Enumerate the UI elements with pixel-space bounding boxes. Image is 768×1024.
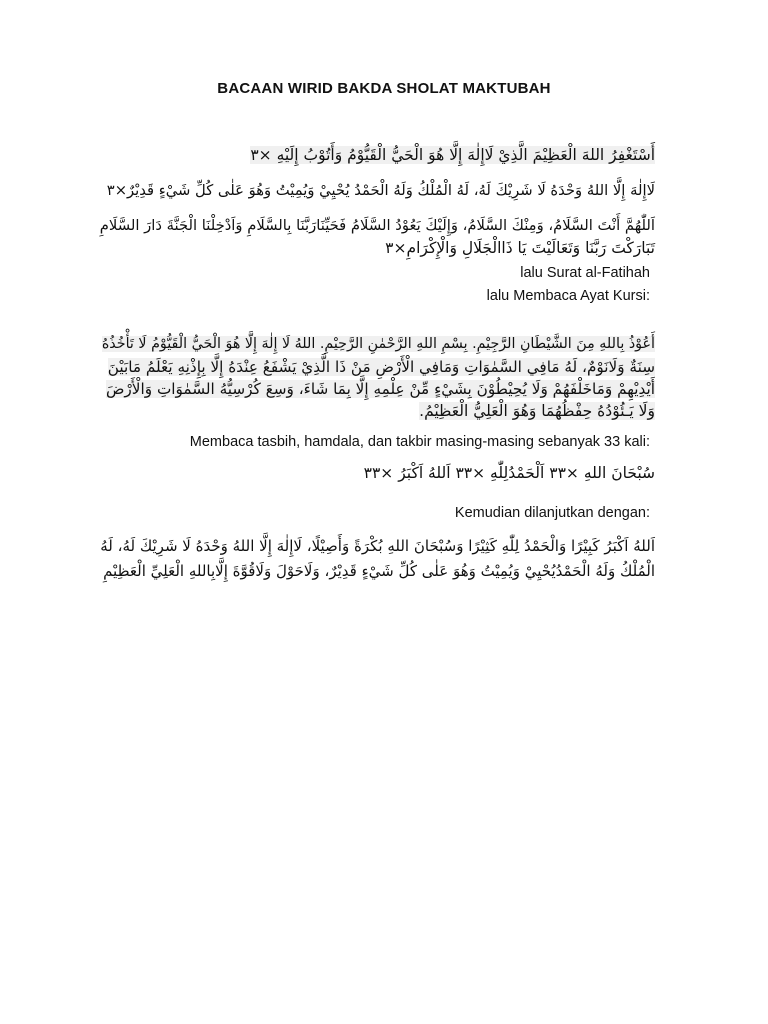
document-title: BACAAN WIRID BAKDA SHOLAT MAKTUBAH: [217, 80, 551, 97]
note-fatihah: lalu Surat al-Fatihah: [520, 265, 650, 281]
salam-line-2: تَبَارَكْتَ رَبَّنَا وَتَعَالَيْتَ يَا ذَاالْجَلَالِ وَالْإِكْرَامِ×٣: [385, 239, 655, 257]
ayat-kursi-line-4: وَلَا يَـئُوْدُهُ حِفْظُهُمَا وَهُوَ الْعَلِيُّ الْعَظِيْمُ.: [419, 402, 655, 420]
closing-line-1: اَللهُ اَكْبَرُ كَبِيْرًا وَالْحَمْدُ لِلّٰهِ كَثِيْرًا وَسُبْحَانَ اللهِ بُكْرَةً وَأَصِيْلًا، لَاإِلٰهَ إِلَّا اللهُ وَحْدَهُ لَا شَرِيْكَ لَهُ، لَهُ: [100, 537, 655, 555]
note-tasbih: Membaca tasbih, hamdala, dan takbir masing-masing sebanyak 33 kali:: [189, 434, 650, 450]
note-kemudian: Kemudian dilanjutkan dengan:: [454, 505, 650, 521]
closing-line-2: الْمُلْكُ وَلَهُ الْحَمْدُيُحْيِيْ وَيُمِيْتُ وَهُوَ عَلٰى كُلِّ شَيْءٍ قَدِيْرٌ، وَلَاحَوْلَ وَلَاقُوَّةَ إِلَّابِاللهِ الْعَلِيِّ الْعَظِيْمِ: [103, 562, 655, 580]
tasbih-text: سُبْحَانَ اللهِ ×٣٣ اَلْحَمْدُلِلّٰهِ ×٣٣ اَللهُ اَكْبَرُ ×٣٣: [363, 464, 655, 482]
tahlil-text: لَاإِلٰهَ إِلَّا اللهُ وَحْدَهُ لَا شَرِيْكَ لَهُ، لَهُ الْمُلْكُ وَلَهُ الْحَمْدُ يُحْيِيْ وَيُمِيْتُ وَهُوَ عَلٰى كُلِّ شَيْءٍ قَدِيْرٌ×٣: [106, 182, 655, 199]
ayat-kursi-line-3: أَيْدِيْهِمْ وَمَاخَلْفَهُمْ وَلَا يُحِيْطُوْنَ بِشَيْءٍ مِّنْ عِلْمِهِ إِلَّا بِمَا شَاءَ، وَسِعَ كُرْسِيُّهُ السَّمٰوَاتِ وَالْأَرْضَ: [106, 380, 655, 398]
salam-line-1: اَللّٰهُمَّ أَنْتَ السَّلَامُ، وَمِنْكَ السَّلَامُ، وَإِلَيْكَ يَعُوْدُ السَّلَامُ فَحَيِّنَارَبَّنَا بِالسَّلَامِ وَاَدْخِلْنَا الْجَنَّةَ دَارَ السَّلَامِ: [99, 217, 655, 234]
ayat-kursi-line-2: سِنَةٌ وَلَانَوْمٌ، لَهُ مَافِي السَّمٰوَاتِ وَمَافِي الْأَرْضِ مَنْ ذَا الَّذِيْ يَشْفَعُ عِنْدَهُ إِلَّا بِإِذْنِهِ يَعْلَمُ مَابَيْنَ: [107, 358, 655, 376]
istighfar-text: أَسْتَغْفِرُ اللهَ الْعَظِيْمَ الَّذِيْ لَاإِلٰهَ إِلَّا هُوَ الْحَيُّ الْقَيُّوْمُ وَأَتُوْبُ إِلَيْهِ ×٣: [250, 146, 655, 164]
note-ayat-kursi: lalu Membaca Ayat Kursi:: [486, 288, 650, 304]
ayat-kursi-line-1: أَعُوْذُ بِاللهِ مِنَ الشَّيْطَانِ الرَّجِيْمِ. بِسْمِ اللهِ الرَّحْمٰنِ الرَّحِيْمِ. اللهُ لَا إِلٰهَ إِلَّا هُوَ الْحَيُّ الْقَيُّوْمُ لَا تَأْخُذُهُ: [101, 336, 655, 352]
